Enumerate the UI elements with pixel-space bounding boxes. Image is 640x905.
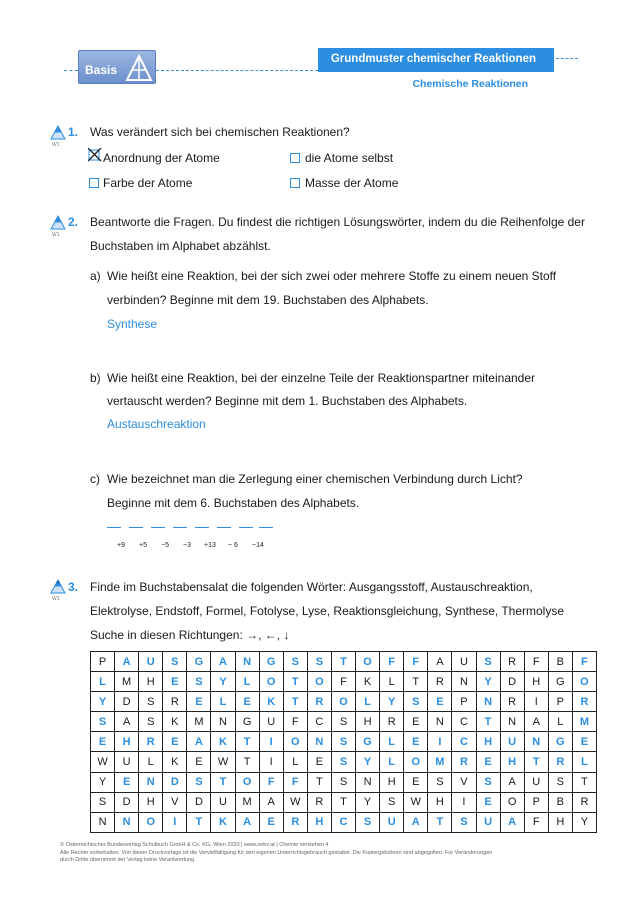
- grid-cell[interactable]: S: [476, 652, 500, 672]
- grid-cell[interactable]: E: [476, 792, 500, 812]
- grid-cell[interactable]: K: [356, 672, 380, 692]
- footer: [60, 842, 580, 865]
- grid-cell[interactable]: F: [380, 652, 404, 672]
- grid-cell[interactable]: G: [548, 672, 572, 692]
- grid-cell[interactable]: S: [331, 772, 355, 792]
- grid-cell[interactable]: A: [115, 652, 139, 672]
- grid-cell[interactable]: T: [331, 652, 355, 672]
- task3-level: W1: [52, 596, 60, 602]
- grid-cell[interactable]: A: [235, 812, 259, 832]
- grid-cell[interactable]: O: [235, 772, 259, 792]
- grid-cell[interactable]: N: [428, 712, 452, 732]
- grid-cell[interactable]: S: [476, 772, 500, 792]
- checkbox[interactable]: [290, 178, 300, 188]
- grid-cell[interactable]: T: [235, 752, 259, 772]
- grid-cell[interactable]: R: [428, 672, 452, 692]
- question-marker: c): [90, 472, 100, 486]
- grid-cell[interactable]: O: [331, 692, 355, 712]
- option-label: Masse der Atome: [305, 176, 399, 190]
- question-text: Wie heißt eine Reaktion, bei der sich zwei oder mehrere Stoffe zu einem neuen Stoff: [107, 269, 557, 283]
- grid-cell[interactable]: L: [235, 672, 259, 692]
- grid-cell[interactable]: P: [452, 692, 476, 712]
- grid-cell[interactable]: R: [139, 732, 163, 752]
- letter-hint: +9: [117, 542, 125, 549]
- grid-cell[interactable]: H: [307, 812, 331, 832]
- grid-cell[interactable]: O: [307, 672, 331, 692]
- question-text: Wie bezeichnet man die Zerlegung einer chemischen Verbindung durch Licht?: [107, 472, 523, 486]
- grid-cell[interactable]: Y: [356, 792, 380, 812]
- grid-cell[interactable]: U: [524, 772, 548, 792]
- answer-text: Synthese: [107, 317, 158, 331]
- grid-cell[interactable]: H: [476, 732, 500, 752]
- grid-cell[interactable]: L: [572, 752, 596, 772]
- basis-badge: [78, 50, 156, 84]
- footer-rights-cont: durch Dritte übernimmt der Verlag keine Verantwortung.: [60, 857, 196, 863]
- question-text: Beginne mit dem 6. Buchstaben des Alphabets.: [107, 496, 360, 510]
- answer-blank[interactable]: [173, 527, 187, 528]
- grid-cell[interactable]: N: [115, 812, 139, 832]
- grid-cell[interactable]: E: [91, 732, 115, 752]
- grid-cell[interactable]: R: [548, 752, 572, 772]
- grid-cell[interactable]: E: [404, 772, 428, 792]
- grid-cell[interactable]: A: [211, 652, 235, 672]
- task1-pyramid-icon: [50, 124, 66, 142]
- grid-cell[interactable]: L: [91, 672, 115, 692]
- grid-cell[interactable]: H: [428, 792, 452, 812]
- grid-row: [91, 812, 597, 832]
- grid-cell[interactable]: A: [259, 792, 283, 812]
- grid-cell[interactable]: S: [283, 652, 307, 672]
- grid-cell[interactable]: O: [259, 672, 283, 692]
- grid-cell[interactable]: I: [428, 732, 452, 752]
- answer-blank[interactable]: [129, 527, 143, 528]
- pyramid-icon: [125, 54, 153, 82]
- word-search-grid: [90, 651, 597, 833]
- grid-cell[interactable]: S: [331, 712, 355, 732]
- answer-blank[interactable]: [217, 527, 231, 528]
- grid-cell[interactable]: E: [163, 672, 187, 692]
- grid-cell[interactable]: G: [548, 732, 572, 752]
- grid-cell[interactable]: R: [307, 692, 331, 712]
- grid-cell[interactable]: S: [428, 772, 452, 792]
- grid-row: [91, 792, 597, 812]
- grid-cell[interactable]: A: [500, 812, 524, 832]
- grid-cell[interactable]: D: [115, 692, 139, 712]
- grid-cell[interactable]: V: [452, 772, 476, 792]
- grid-cell[interactable]: E: [428, 692, 452, 712]
- grid-cell[interactable]: C: [452, 732, 476, 752]
- grid-cell[interactable]: Y: [572, 812, 596, 832]
- task3-word-list: Elektrolyse, Endstoff, Formel, Fotolyse, Lyse, Reaktionsgleichung, Synthese, Thermolyse: [90, 604, 564, 618]
- grid-cell[interactable]: T: [307, 772, 331, 792]
- grid-cell[interactable]: H: [500, 752, 524, 772]
- basis-label: Basis: [85, 63, 118, 77]
- grid-cell[interactable]: H: [139, 792, 163, 812]
- grid-cell[interactable]: S: [331, 752, 355, 772]
- grid-cell[interactable]: R: [500, 692, 524, 712]
- grid-cell[interactable]: I: [259, 732, 283, 752]
- grid-cell[interactable]: T: [331, 792, 355, 812]
- grid-cell[interactable]: E: [476, 752, 500, 772]
- checkbox[interactable]: [290, 153, 300, 163]
- grid-cell[interactable]: K: [259, 692, 283, 712]
- grid-cell[interactable]: T: [404, 672, 428, 692]
- grid-cell[interactable]: U: [476, 812, 500, 832]
- grid-cell[interactable]: S: [307, 652, 331, 672]
- grid-cell[interactable]: Y: [356, 752, 380, 772]
- grid-cell[interactable]: S: [187, 772, 211, 792]
- grid-row: [91, 692, 597, 712]
- grid-cell[interactable]: A: [428, 652, 452, 672]
- letter-hint: −14: [252, 542, 264, 549]
- grid-cell[interactable]: S: [187, 672, 211, 692]
- grid-cell[interactable]: S: [404, 692, 428, 712]
- grid-cell[interactable]: S: [331, 732, 355, 752]
- grid-cell[interactable]: E: [307, 752, 331, 772]
- grid-cell[interactable]: U: [139, 652, 163, 672]
- grid-cell[interactable]: E: [404, 732, 428, 752]
- task2-level: W1: [52, 232, 60, 238]
- grid-cell[interactable]: S: [163, 652, 187, 672]
- grid-cell[interactable]: A: [115, 712, 139, 732]
- grid-cell[interactable]: E: [163, 732, 187, 752]
- grid-cell[interactable]: D: [187, 792, 211, 812]
- option-label: Farbe der Atome: [103, 176, 193, 190]
- grid-cell[interactable]: V: [163, 792, 187, 812]
- grid-cell[interactable]: O: [283, 732, 307, 752]
- grid-cell[interactable]: M: [235, 792, 259, 812]
- task3-number: 3.: [68, 580, 79, 594]
- grid-cell[interactable]: T: [572, 772, 596, 792]
- grid-cell[interactable]: U: [115, 752, 139, 772]
- answer-blank[interactable]: [259, 527, 273, 528]
- grid-row: [91, 732, 597, 752]
- grid-cell[interactable]: I: [524, 692, 548, 712]
- answer-blank[interactable]: [239, 527, 253, 528]
- grid-cell[interactable]: H: [524, 672, 548, 692]
- grid-cell[interactable]: M: [115, 672, 139, 692]
- grid-cell[interactable]: S: [139, 692, 163, 712]
- question-text: vertauscht werden? Beginne mit dem 1. Buchstaben des Alphabets.: [107, 394, 468, 408]
- grid-cell[interactable]: A: [187, 732, 211, 752]
- grid-cell[interactable]: H: [356, 712, 380, 732]
- grid-cell[interactable]: M: [187, 712, 211, 732]
- grid-cell[interactable]: I: [259, 752, 283, 772]
- grid-cell[interactable]: E: [235, 692, 259, 712]
- letter-hint: +5: [139, 542, 147, 549]
- grid-cell[interactable]: K: [211, 812, 235, 832]
- grid-cell[interactable]: A: [500, 772, 524, 792]
- grid-cell[interactable]: U: [380, 812, 404, 832]
- grid-cell[interactable]: R: [163, 692, 187, 712]
- grid-cell[interactable]: U: [259, 712, 283, 732]
- grid-cell[interactable]: R: [572, 792, 596, 812]
- task3-instruction: Finde im Buchstabensalat die folgenden Wörter: Ausgangsstoff, Austauschreaktion,: [90, 580, 533, 594]
- grid-cell[interactable]: T: [283, 692, 307, 712]
- task3-pyramid-icon: [50, 578, 66, 596]
- grid-cell[interactable]: O: [500, 792, 524, 812]
- grid-cell[interactable]: N: [500, 712, 524, 732]
- answer-blank[interactable]: [195, 527, 209, 528]
- grid-row: [91, 652, 597, 672]
- grid-cell[interactable]: K: [163, 752, 187, 772]
- grid-cell[interactable]: K: [163, 712, 187, 732]
- answer-blank[interactable]: [107, 527, 121, 528]
- grid-cell[interactable]: N: [307, 732, 331, 752]
- grid-cell[interactable]: E: [572, 732, 596, 752]
- checkbox[interactable]: [89, 178, 99, 188]
- grid-cell[interactable]: R: [380, 712, 404, 732]
- task2-pyramid-icon: [50, 214, 66, 232]
- grid-cell[interactable]: F: [283, 772, 307, 792]
- grid-cell[interactable]: A: [404, 812, 428, 832]
- grid-cell[interactable]: Y: [476, 672, 500, 692]
- grid-cell[interactable]: S: [548, 772, 572, 792]
- grid-row: [91, 712, 597, 732]
- grid-cell[interactable]: R: [307, 792, 331, 812]
- header-dash-right: [556, 58, 578, 59]
- grid-cell[interactable]: T: [235, 732, 259, 752]
- grid-cell[interactable]: F: [331, 672, 355, 692]
- grid-cell[interactable]: T: [428, 812, 452, 832]
- grid-cell[interactable]: W: [91, 752, 115, 772]
- grid-cell[interactable]: F: [283, 712, 307, 732]
- grid-cell[interactable]: F: [404, 652, 428, 672]
- grid-cell[interactable]: E: [187, 692, 211, 712]
- grid-cell[interactable]: C: [307, 712, 331, 732]
- letter-hint: −3: [183, 542, 191, 549]
- answer-text: Austauschreaktion: [107, 417, 206, 431]
- grid-cell[interactable]: S: [91, 792, 115, 812]
- grid-cell[interactable]: S: [139, 712, 163, 732]
- grid-cell[interactable]: O: [356, 652, 380, 672]
- grid-cell[interactable]: S: [452, 812, 476, 832]
- header-dash-left: [64, 70, 78, 71]
- option-label: Anordnung der Atome: [103, 151, 220, 165]
- grid-cell[interactable]: H: [548, 812, 572, 832]
- grid-cell[interactable]: P: [91, 652, 115, 672]
- grid-cell[interactable]: D: [500, 672, 524, 692]
- grid-cell[interactable]: T: [283, 672, 307, 692]
- grid-cell[interactable]: N: [235, 652, 259, 672]
- grid-cell[interactable]: U: [211, 792, 235, 812]
- grid-cell[interactable]: R: [572, 692, 596, 712]
- grid-cell[interactable]: G: [187, 652, 211, 672]
- grid-cell[interactable]: G: [356, 732, 380, 752]
- grid-cell[interactable]: H: [380, 772, 404, 792]
- grid-cell[interactable]: E: [115, 772, 139, 792]
- grid-cell[interactable]: I: [163, 812, 187, 832]
- letter-hint: −5: [161, 542, 169, 549]
- grid-row: [91, 772, 597, 792]
- grid-cell[interactable]: Y: [380, 692, 404, 712]
- grid-cell[interactable]: L: [380, 672, 404, 692]
- grid-cell[interactable]: H: [115, 732, 139, 752]
- grid-cell[interactable]: E: [404, 712, 428, 732]
- grid-cell[interactable]: L: [139, 752, 163, 772]
- grid-cell[interactable]: O: [404, 752, 428, 772]
- grid-cell[interactable]: P: [548, 692, 572, 712]
- grid-cell[interactable]: L: [356, 692, 380, 712]
- grid-cell[interactable]: C: [331, 812, 355, 832]
- grid-cell[interactable]: G: [235, 712, 259, 732]
- grid-cell[interactable]: I: [452, 792, 476, 812]
- grid-cell[interactable]: F: [524, 812, 548, 832]
- grid-cell[interactable]: N: [476, 692, 500, 712]
- grid-cell[interactable]: T: [187, 812, 211, 832]
- page-subtitle: Chemische Reaktionen: [412, 78, 528, 90]
- grid-cell[interactable]: F: [259, 772, 283, 792]
- grid-cell[interactable]: L: [283, 752, 307, 772]
- letter-hint: +13: [204, 542, 216, 549]
- grid-cell[interactable]: S: [356, 812, 380, 832]
- grid-cell[interactable]: N: [356, 772, 380, 792]
- grid-cell[interactable]: S: [91, 712, 115, 732]
- grid-cell[interactable]: L: [380, 752, 404, 772]
- question-text: verbinden? Beginne mit dem 19. Buchstaben des Alphabets.: [107, 293, 429, 307]
- grid-cell[interactable]: C: [452, 712, 476, 732]
- task2-number: 2.: [68, 215, 79, 229]
- grid-cell[interactable]: P: [524, 792, 548, 812]
- grid-row: [91, 672, 597, 692]
- checkbox-checked-icon[interactable]: [88, 148, 102, 162]
- grid-cell[interactable]: B: [548, 652, 572, 672]
- grid-cell[interactable]: A: [524, 712, 548, 732]
- grid-cell[interactable]: Y: [91, 692, 115, 712]
- grid-cell[interactable]: Y: [91, 772, 115, 792]
- grid-cell[interactable]: N: [524, 732, 548, 752]
- grid-cell[interactable]: D: [115, 792, 139, 812]
- grid-cell[interactable]: F: [572, 652, 596, 672]
- grid-cell[interactable]: E: [187, 752, 211, 772]
- grid-cell[interactable]: H: [139, 672, 163, 692]
- grid-cell[interactable]: W: [404, 792, 428, 812]
- grid-cell[interactable]: R: [500, 652, 524, 672]
- task2-intro: Buchstaben im Alphabet abzählst.: [90, 239, 271, 253]
- grid-cell[interactable]: U: [452, 652, 476, 672]
- grid-cell[interactable]: D: [163, 772, 187, 792]
- answer-blank[interactable]: [151, 527, 165, 528]
- grid-cell[interactable]: B: [548, 792, 572, 812]
- grid-cell[interactable]: S: [380, 792, 404, 812]
- grid-cell[interactable]: N: [91, 812, 115, 832]
- task1-level: W1: [52, 142, 60, 148]
- grid-cell[interactable]: M: [428, 752, 452, 772]
- grid-cell[interactable]: O: [139, 812, 163, 832]
- task1-number: 1.: [68, 125, 79, 139]
- grid-cell[interactable]: G: [259, 652, 283, 672]
- grid-cell[interactable]: L: [211, 692, 235, 712]
- grid-cell[interactable]: N: [211, 712, 235, 732]
- grid-cell[interactable]: T: [524, 752, 548, 772]
- question-text: Wie heißt eine Reaktion, bei der einzelne Teile der Reaktionspartner miteinander: [107, 371, 536, 385]
- grid-cell[interactable]: O: [572, 672, 596, 692]
- grid-cell[interactable]: W: [211, 752, 235, 772]
- header-dash-mid: [156, 70, 318, 71]
- grid-cell[interactable]: N: [452, 672, 476, 692]
- question-marker: a): [90, 269, 101, 283]
- grid-cell[interactable]: T: [476, 712, 500, 732]
- grid-cell[interactable]: L: [548, 712, 572, 732]
- grid-cell[interactable]: L: [380, 732, 404, 752]
- grid-cell[interactable]: K: [211, 732, 235, 752]
- grid-cell[interactable]: F: [524, 652, 548, 672]
- grid-cell[interactable]: W: [283, 792, 307, 812]
- task1-question: Was verändert sich bei chemischen Reaktionen?: [90, 125, 350, 139]
- footer-copyright: © Österreichischer Bundesverlag Schulbuch GmbH & Co. KG, Wien 2020 | www.oebv.at | Chemie verstehen 4: [60, 842, 329, 848]
- grid-cell[interactable]: U: [500, 732, 524, 752]
- footer-rights: Alle Rechte vorbehalten. Von dieser Druckvorlage ist die Vervielfältigung für den eigenen Unterrichtsgebrauch gestattet. Die Kopiergebühren sind abgegolten. Für Veränderungen: [60, 849, 493, 856]
- grid-cell[interactable]: R: [452, 752, 476, 772]
- grid-cell[interactable]: T: [211, 772, 235, 792]
- grid-cell[interactable]: E: [259, 812, 283, 832]
- page-title: Grundmuster chemischer Reaktionen: [330, 53, 536, 65]
- grid-cell[interactable]: R: [283, 812, 307, 832]
- task2-intro: Beantworte die Fragen. Du findest die richtigen Lösungswörter, indem du die Reihenfolge der: [90, 215, 585, 229]
- grid-cell[interactable]: Y: [211, 672, 235, 692]
- task3-directions: Suche in diesen Richtungen: →, ←, ↓: [90, 628, 290, 642]
- question-marker: b): [90, 371, 101, 385]
- grid-cell[interactable]: N: [139, 772, 163, 792]
- title-banner: [318, 48, 554, 72]
- grid-row: [91, 752, 597, 772]
- option-label: die Atome selbst: [305, 151, 394, 165]
- letter-hint: − 6: [228, 542, 238, 549]
- grid-cell[interactable]: M: [572, 712, 596, 732]
